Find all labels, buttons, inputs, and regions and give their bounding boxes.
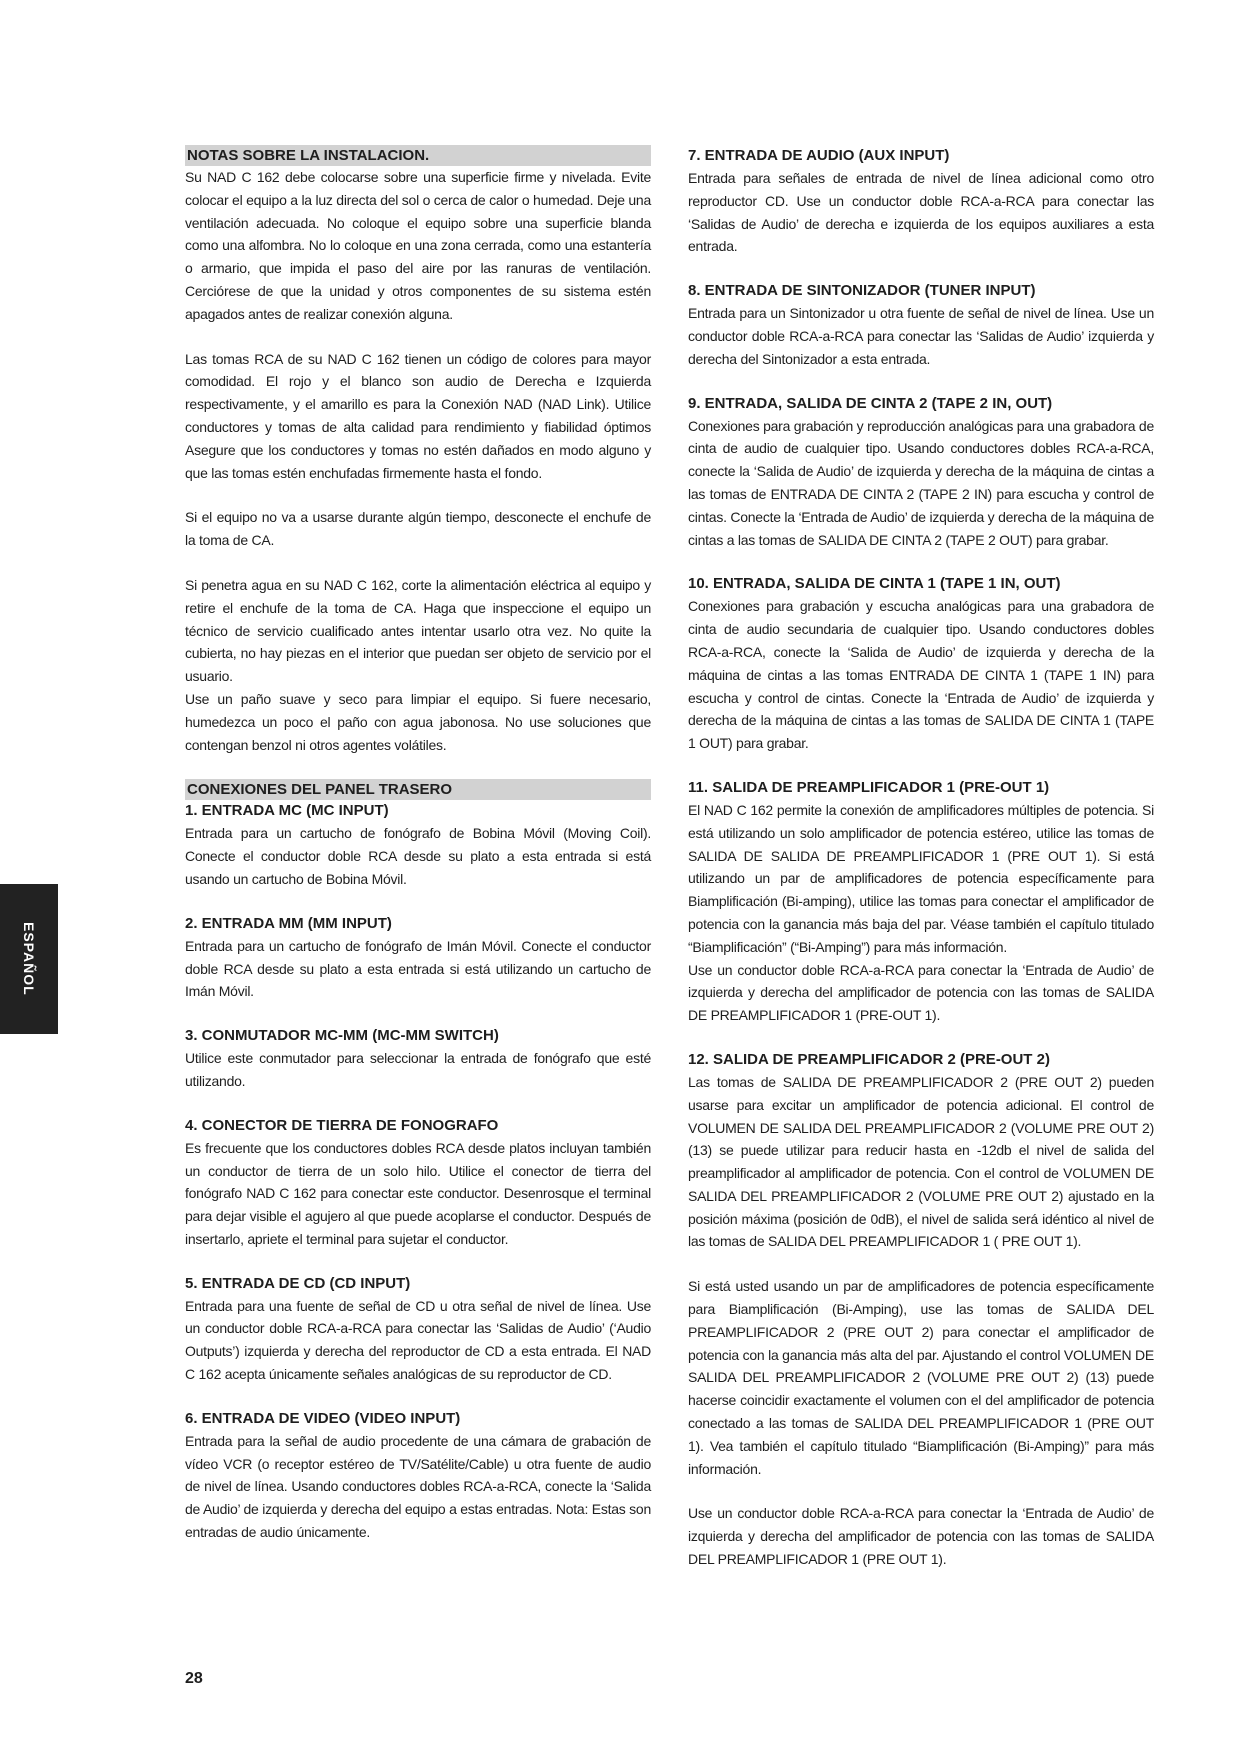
heading-tape-2: 9. ENTRADA, SALIDA DE CINTA 2 (TAPE 2 IN, OUT) xyxy=(688,394,1053,412)
text-pre-out-2-c: Use un conductor doble RCA-a-RCA para conectar la ‘Entrada de Audio’ de izquierda y derecha del amplificador de potencia con las tomas de SALIDA DEL PREAMPLIFICADOR 1 (PRE OUT 1). xyxy=(688,1505,1154,1568)
language-tab xyxy=(0,884,58,1034)
right-column xyxy=(688,145,1154,1571)
text-phono-ground: Es frecuente que los conductores dobles RCA desde platos incluyan también un conductor de tierra de un solo hilo. Utilice el conector de tierra del fonógrafo NAD C 162 para conectar este conductor. Desenrosque el terminal para dejar visible el agujero al que puede acoplarse el conductor. Después de insertarlo, apriete el terminal para sujetar el conductor. xyxy=(185,1139,651,1247)
text-pre-out-1-b: Use un conductor doble RCA-a-RCA para conectar la ‘Entrada de Audio’ de izquierda y derecha del amplificador de potencia con las tomas de SALIDA DE PREAMPLIFICADOR 1 (PRE-OUT 1). xyxy=(688,961,1154,1024)
text-tape-1: Conexiones para grabación y escucha analógicas para una grabadora de cinta de audio secundaria de cualquier tipo. Usando conductores dobles RCA-a-RCA, conecte la ‘Salida de Audio’ de izquierda y derecha de la máquina de cintas a las tomas ENTRADA DE CINTA 1 (TAPE 1 IN) para escucha y control de cintas. Conecte la ‘Entrada de Audio’ de izquierda y derecha de la máquina de cintas a las tomas de SALIDA DE CINTA 1 (TAPE 1 OUT) para grabar. xyxy=(688,598,1154,752)
text-aux-input: Entrada para señales de entrada de nivel de línea adicional como otro reproductor CD. Use un conductor doble RCA-a-RCA para conectar las ‘Salidas de Audio’ de derecha e izquierda de los equipos auxiliares a esta entrada. xyxy=(688,170,1154,255)
notas-paragraph-2: Las tomas RCA de su NAD C 162 tienen un código de colores para mayor comodidad. El rojo y el blanco son audio de Derecha e Izquierda respectivamente, y el amarillo es para la Conexión NAD (NAD Link). Utilice conductores y tomas de alta calidad para rendimiento y fiabilidad óptimos Asegure que los conductores y tomas no estén dañados en modo alguno y que las tomas estén enchufadas firmemente hasta el fondo. xyxy=(185,350,651,481)
notas-paragraph-5: Use un paño suave y seco para limpiar el equipo. Si fuere necesario, humedezca un poco el paño con agua jabonosa. No use soluciones que contengan benzol ni otros agentes volátiles. xyxy=(185,690,651,753)
text-tuner-input: Entrada para un Sintonizador u otra fuente de señal de nivel de línea. Use un conductor doble RCA-a-RCA para conectar las ‘Salidas de Audio’ izquierda y derecha del Sintonizador a esta entrada. xyxy=(688,305,1154,367)
heading-mc-input: 1. ENTRADA MC (MC INPUT) xyxy=(185,802,389,820)
text-cd-input: Entrada para una fuente de señal de CD u otra señal de nivel de línea. Use un conductor doble RCA-a-RCA para conectar las ‘Salidas de Audio’ (‘Audio Outputs’) izquierda y derecha del reproductor de CD a esta entrada. El NAD C 162 acepta únicamente señales analógicas de su reproductor de CD. xyxy=(185,1297,651,1383)
text-pre-out-2-b: Si está usted usando un par de amplificadores de potencia específicamente para Biamplificación (Bi-Amping), use las tomas de SALIDA DEL PREAMPLIFICADOR 2 (PRE OUT 2) para conectar el amplificador de potencia con la ganancia más alta del par. Ajustando el control VOLUMEN DE SALIDA DEL PREAMPLIFICADOR 2 (VOLUME PRE OUT 2) (13) puede hacerse coincidir exactamente el volumen con el del amplificador de potencia conectado a las tomas de SALIDA DEL PREAMPLIFICADOR 1 (PRE OUT 1). Vea también el capítulo titulado “Biamplificación (Bi-Amping)” para más información. xyxy=(688,1278,1154,1477)
heading-mc-mm-switch: 3. CONMUTADOR MC-MM (MC-MM SWITCH) xyxy=(185,1027,499,1045)
left-column xyxy=(185,145,651,1544)
text-pre-out-1-a: El NAD C 162 permite la conexión de amplificadores múltiples de potencia. Si está utilizando un solo amplificador de potencia estéreo, utilice las tomas de SALIDA DE SALIDA DE PREAMPLIFICADOR 1 (PRE OUT 1). Si está utilizando un par de amplificadores de potencia específicamente para Biamplificación (Bi-amping), utilice las tomas para conectar el amplificador de potencia con la ganancia más baja del par. Véase también el capítulo titulado “Biamplificación” (“Bi-Amping”) para más información. xyxy=(688,801,1154,955)
heading-tuner-input: 8. ENTRADA DE SINTONIZADOR (TUNER INPUT) xyxy=(688,282,1036,300)
section-band-conexiones: CONEXIONES DEL PANEL TRASERO xyxy=(185,779,651,800)
section-band-notas: NOTAS SOBRE LA INSTALACION. xyxy=(185,145,651,166)
text-mm-input: Entrada para un cartucho de fonógrafo de Imán Móvil. Conecte el conductor doble RCA desde su plato a esta entrada si está utilizando un cartucho de Imán Móvil. xyxy=(185,937,651,1000)
text-video-input: Entrada para la señal de audio procedente de una cámara de grabación de vídeo VCR (o receptor estéreo de TV/Satélite/Cable) u otra fuente de audio de nivel de línea. Usando conductores dobles RCA-a-RCA, conecte la ‘Salida de Audio’ de izquierda y derecha del equipo a estas entradas. Nota: Estas son entradas de audio únicamente. xyxy=(185,1432,651,1541)
text-mc-input: Entrada para un cartucho de fonógrafo de Bobina Móvil (Moving Coil). Conecte el conductor doble RCA desde su plato a esta entrada si está usando un cartucho de Bobina Móvil. xyxy=(185,825,651,887)
language-tab-label: ESPAÑOL xyxy=(21,922,37,996)
notas-paragraph-1: Su NAD C 162 debe colocarse sobre una superficie firme y nivelada. Evite colocar el equipo a la luz directa del sol o cerca de calor o humedad. Deje una ventilación adecuada. No coloque el equipo sobre una superficie blanda como una alfombra. No lo coloque en una zona cerrada, como una estantería o armario, que impida el paso del aire por las ranuras de ventilación. Cerciórese de que la unidad y otros componentes de su sistema estén apagados antes de realizar conexión alguna. xyxy=(185,169,651,322)
notas-paragraph-3: Si el equipo no va a usarse durante algún tiempo, desconecte el enchufe de la toma de CA. xyxy=(185,509,651,549)
heading-pre-out-2: 12. SALIDA DE PREAMPLIFICADOR 2 (PRE-OUT 2) xyxy=(688,1050,1050,1068)
text-pre-out-2-a: Las tomas de SALIDA DE PREAMPLIFICADOR 2 (PRE OUT 2) pueden usarse para excitar un amplificador de potencia adicional. El control de VOLUMEN DE SALIDA DEL PREAMPLIFICADOR 2 (VOLUME PRE OUT 2) (13) se puede utilizar para reducir hasta en -12db el nivel de salida del preamplificador al amplificador de potencia. Con el control de VOLUMEN DE SALIDA DEL PREAMPLIFICADOR 2 (VOLUME PRE OUT 2) ajustado en la posición máxima (posición de 0dB), el nivel de salida será idéntico al nivel de las tomas de SALIDA DEL PREAMPLIFICADOR 1 ( PRE OUT 1). xyxy=(688,1073,1154,1250)
heading-phono-ground: 4. CONECTOR DE TIERRA DE FONOGRAFO xyxy=(185,1116,499,1134)
text-mc-mm-switch: Utilice este conmutador para seleccionar la entrada de fonógrafo que esté utilizando. xyxy=(185,1050,651,1089)
notas-paragraph-4: Si penetra agua en su NAD C 162, corte la alimentación eléctrica al equipo y retire el enchufe de la toma de CA. Haga que inspeccione el equipo un técnico de servicio cualificado antes intentar usarlo otra vez. No quite la cubierta, no hay piezas en el interior que puedan ser objeto de servicio por el usuario. xyxy=(185,576,651,685)
heading-cd-input: 5. ENTRADA DE CD (CD INPUT) xyxy=(185,1274,411,1292)
text-tape-2: Conexiones para grabación y reproducción analógicas para una grabadora de cinta de audio de cualquier tipo. Usando conductores dobles RCA-a-RCA, conecte la ‘Salida de Audio’ de izquierda y derecha de la máquina de cintas a las tomas de ENTRADA DE CINTA 2 (TAPE 2 IN) para escucha y control de cintas. Conecte la ‘Entrada de Audio’ de izquierda y derecha de la máquina de cintas a las tomas de SALIDA DE CINTA 2 (TAPE 2 OUT) para grabar. xyxy=(688,417,1154,548)
page-number: 28 xyxy=(185,1670,203,1687)
heading-pre-out-1: 11. SALIDA DE PREAMPLIFICADOR 1 (PRE-OUT 1) xyxy=(688,778,1050,796)
heading-video-input: 6. ENTRADA DE VIDEO (VIDEO INPUT) xyxy=(185,1409,461,1427)
heading-tape-1: 10. ENTRADA, SALIDA DE CINTA 1 (TAPE 1 IN, OUT) xyxy=(688,575,1061,593)
heading-aux-input: 7. ENTRADA DE AUDIO (AUX INPUT) xyxy=(688,147,950,164)
heading-mm-input: 2. ENTRADA MM (MM INPUT) xyxy=(185,914,392,932)
